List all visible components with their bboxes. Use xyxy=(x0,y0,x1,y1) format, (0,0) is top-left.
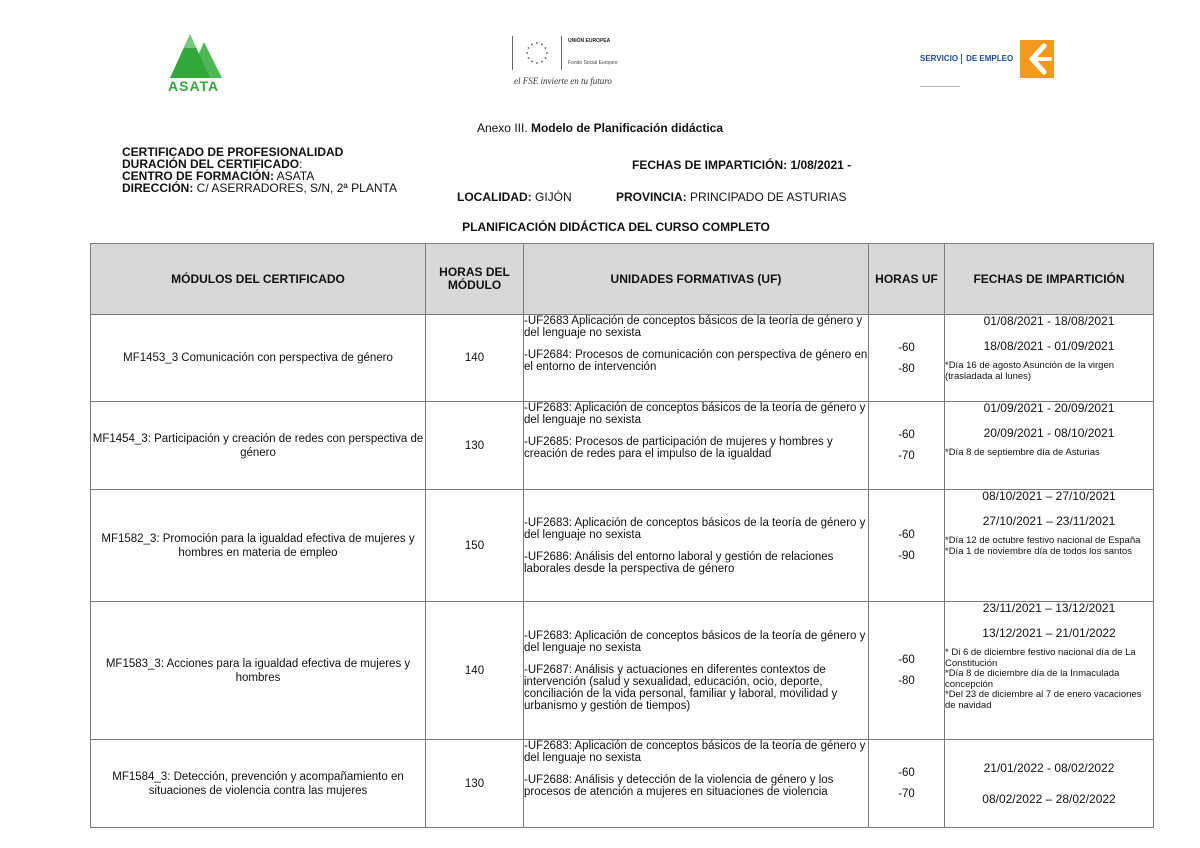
uf-cell xyxy=(524,602,869,740)
holiday-note: *Día 8 de diciembre día de la Inmaculada concepción xyxy=(945,668,1120,690)
module-cell: MF1453_3 Comunicación con perspectiva de género xyxy=(91,315,426,402)
uf-cell xyxy=(524,740,869,828)
uf-hours: -80 xyxy=(898,675,915,687)
holiday-note: *Día 16 de agosto Asunción de la virgen (trasladada al lunes) xyxy=(945,360,1115,382)
direccion-label: DIRECCIÓN: xyxy=(122,181,194,195)
uf-item: -UF2686: Análisis del entorno laboral y gestión de relaciones laborales desde la perspectiva de género xyxy=(524,550,834,575)
sepe-logo xyxy=(920,40,1060,100)
uf-hours-cell xyxy=(869,490,945,602)
asata-mountain-icon xyxy=(160,28,240,80)
eu-fund: Fondo Social Europeo xyxy=(568,60,618,66)
uf-item: -UF2683 Aplicación de conceptos básicos de la teoría de género y del lenguaje no sexista xyxy=(524,315,863,339)
uf-item: -UF2683: Aplicación de conceptos básicos de la teoría de género y del lenguaje no sexista xyxy=(524,402,866,426)
module-cell: MF1582_3: Promoción para la igualdad efectiva de mujeres y hombres en materia de empleo xyxy=(91,490,426,602)
date-range: 20/09/2021 - 08/10/2021 xyxy=(983,426,1115,440)
provincia xyxy=(616,190,846,204)
module-cell: MF1584_3: Detección, prevención y acompañamiento en situaciones de violencia contra las mujeres xyxy=(91,740,426,828)
uf-item: -UF2688: Análisis y detección de la violencia de género y los procesos de atención a mujeres en situaciones de violencia xyxy=(524,774,834,798)
annex-prefix: Anexo III. xyxy=(476,121,531,135)
uf-hours: -60 xyxy=(898,429,915,441)
uf-hours-cell xyxy=(869,740,945,828)
table-header-row xyxy=(91,244,1154,315)
sepe-left: SERVICIO xyxy=(920,54,959,64)
direccion-value: C/ ASERRADORES, S/N, 2ª PLANTA xyxy=(193,181,397,195)
sepe-subtext: ⎯⎯⎯⎯⎯⎯⎯⎯⎯⎯⎯⎯⎯⎯⎯⎯⎯⎯⎯⎯ xyxy=(920,84,960,89)
uf-cell xyxy=(524,315,869,402)
sepe-right: DE EMPLEO xyxy=(966,54,1014,64)
centro-value: ASATA xyxy=(274,169,315,183)
duracion-value: : xyxy=(299,157,303,171)
provincia-label: PROVINCIA: xyxy=(616,190,687,204)
dates-cell xyxy=(945,602,1154,740)
localidad xyxy=(457,190,572,204)
annex-title xyxy=(0,121,1200,135)
uf-hours: -60 xyxy=(898,654,915,666)
planning-table xyxy=(90,243,1154,828)
asata-wordmark: ASATA xyxy=(168,78,220,94)
logo-bar xyxy=(0,20,1200,100)
uf-item: -UF2687: Análisis y actuaciones en diferentes contextos de intervención (salud y sexualidad, educación, ocio, deporte, conciliación de la vida personal, familiar y laboral, movilidad y urbanismo y gestión de tiempos) xyxy=(524,663,838,712)
dates-cell xyxy=(945,740,1154,828)
holiday-note: *Día 1 de noviembre día de todos los santos xyxy=(945,545,1132,557)
holiday-note: *Día 8 de septiembre día de Asturias xyxy=(945,447,1100,458)
date-range: 21/01/2022 - 08/02/2022 xyxy=(983,760,1115,775)
asata-logo xyxy=(160,28,240,100)
uf-item: -UF2683: Aplicación de conceptos básicos de la teoría de género y del lenguaje no sexista xyxy=(524,629,866,654)
date-range: 18/08/2021 - 01/09/2021 xyxy=(983,339,1115,353)
date-range: 08/10/2021 – 27/10/2021 xyxy=(982,489,1116,503)
fechas-imparticion-label: FECHAS DE IMPARTICIÓN: 1/08/2021 - xyxy=(632,158,852,172)
header-fechas: FECHAS DE IMPARTICIÓN xyxy=(945,244,1154,315)
localidad-value: GIJÓN xyxy=(531,190,572,204)
table-row xyxy=(91,402,1154,490)
table-row xyxy=(91,602,1154,740)
module-hours-cell: 140 xyxy=(426,602,524,740)
date-range: 01/09/2021 - 20/09/2021 xyxy=(983,401,1115,415)
holiday-note: *Día 12 de octubre festivo nacional de España xyxy=(945,535,1141,546)
uf-cell xyxy=(524,490,869,602)
uf-item: -UF2683: Aplicación de conceptos básicos de la teoría de género y del lenguaje no sexista xyxy=(524,516,866,541)
uf-hours: -60 xyxy=(898,767,915,779)
eu-fse-logo xyxy=(512,34,652,94)
table-row xyxy=(91,740,1154,828)
uf-hours: -90 xyxy=(898,550,915,562)
uf-hours: -80 xyxy=(898,362,915,375)
module-hours-cell: 140 xyxy=(426,315,524,402)
eu-stars-icon xyxy=(512,36,562,70)
dates-cell xyxy=(945,490,1154,602)
plan-title: PLANIFICACIÓN DIDÁCTICA DEL CURSO COMPLETO xyxy=(462,220,770,234)
header-horas-modulo: HORAS DEL MÓDULO xyxy=(426,244,524,315)
module-hours-cell: 130 xyxy=(426,402,524,490)
date-range: 01/08/2021 - 18/08/2021 xyxy=(983,314,1115,328)
localidad-label: LOCALIDAD: xyxy=(457,190,532,204)
header-modulos: MÓDULOS DEL CERTIFICADO xyxy=(91,244,426,315)
duracion-label: DURACIÓN DEL CERTIFICADO xyxy=(122,157,300,171)
certificado-label: CERTIFICADO DE PROFESIONALIDAD xyxy=(122,145,344,159)
uf-item: -UF2685: Procesos de participación de mujeres y hombres y creación de redes para el impulso de la igualdad xyxy=(524,436,833,460)
provincia-value: PRINCIPADO DE ASTURIAS xyxy=(686,190,847,204)
sepe-arrow-icon xyxy=(1020,40,1054,78)
eu-title: UNIÓN EUROPEA xyxy=(568,38,611,44)
header-horas-uf: HORAS UF xyxy=(869,244,945,315)
holiday-note: * Di 6 de diciembre festivo nacional día de La Constitución xyxy=(945,647,1136,669)
centro-label: CENTRO DE FORMACIÓN: xyxy=(122,169,274,183)
table-row xyxy=(91,490,1154,602)
module-cell: MF1454_3: Participación y creación de redes con perspectiva de género xyxy=(91,402,426,490)
dates-cell xyxy=(945,402,1154,490)
date-range: 23/11/2021 – 13/12/2021 xyxy=(982,601,1116,615)
certificate-meta xyxy=(122,146,397,194)
uf-item: -UF2684: Procesos de comunicación con perspectiva de género en el entorno de intervención xyxy=(524,349,868,373)
uf-hours-cell xyxy=(869,315,945,402)
module-hours-cell: 150 xyxy=(426,490,524,602)
uf-hours: -70 xyxy=(898,788,915,800)
module-cell: MF1583_3: Acciones para la igualdad efectiva de mujeres y hombres xyxy=(91,602,426,740)
eu-slogan: el FSE invierte en tu futuro xyxy=(514,76,612,86)
sepe-wordmark xyxy=(920,54,1013,64)
date-range: 08/02/2022 – 28/02/2022 xyxy=(982,791,1116,806)
uf-hours: -60 xyxy=(898,341,915,354)
holiday-note: *Del 23 de diciembre al 7 de enero vacaciones de navidad xyxy=(945,689,1142,711)
table-row xyxy=(91,315,1154,402)
uf-hours-cell xyxy=(869,602,945,740)
uf-hours: -60 xyxy=(898,529,915,541)
uf-item: -UF2683: Aplicación de conceptos básicos de la teoría de género y del lenguaje no sexista xyxy=(524,740,866,764)
module-hours-cell: 130 xyxy=(426,740,524,828)
date-range: 13/12/2021 – 21/01/2022 xyxy=(982,626,1116,640)
date-range: 27/10/2021 – 23/11/2021 xyxy=(982,514,1116,528)
uf-cell xyxy=(524,402,869,490)
annex-name: Modelo de Planificación didáctica xyxy=(530,121,724,135)
dates-cell xyxy=(945,315,1154,402)
uf-hours-cell xyxy=(869,402,945,490)
uf-hours: -70 xyxy=(898,450,915,462)
header-unidades: UNIDADES FORMATIVAS (UF) xyxy=(524,244,869,315)
